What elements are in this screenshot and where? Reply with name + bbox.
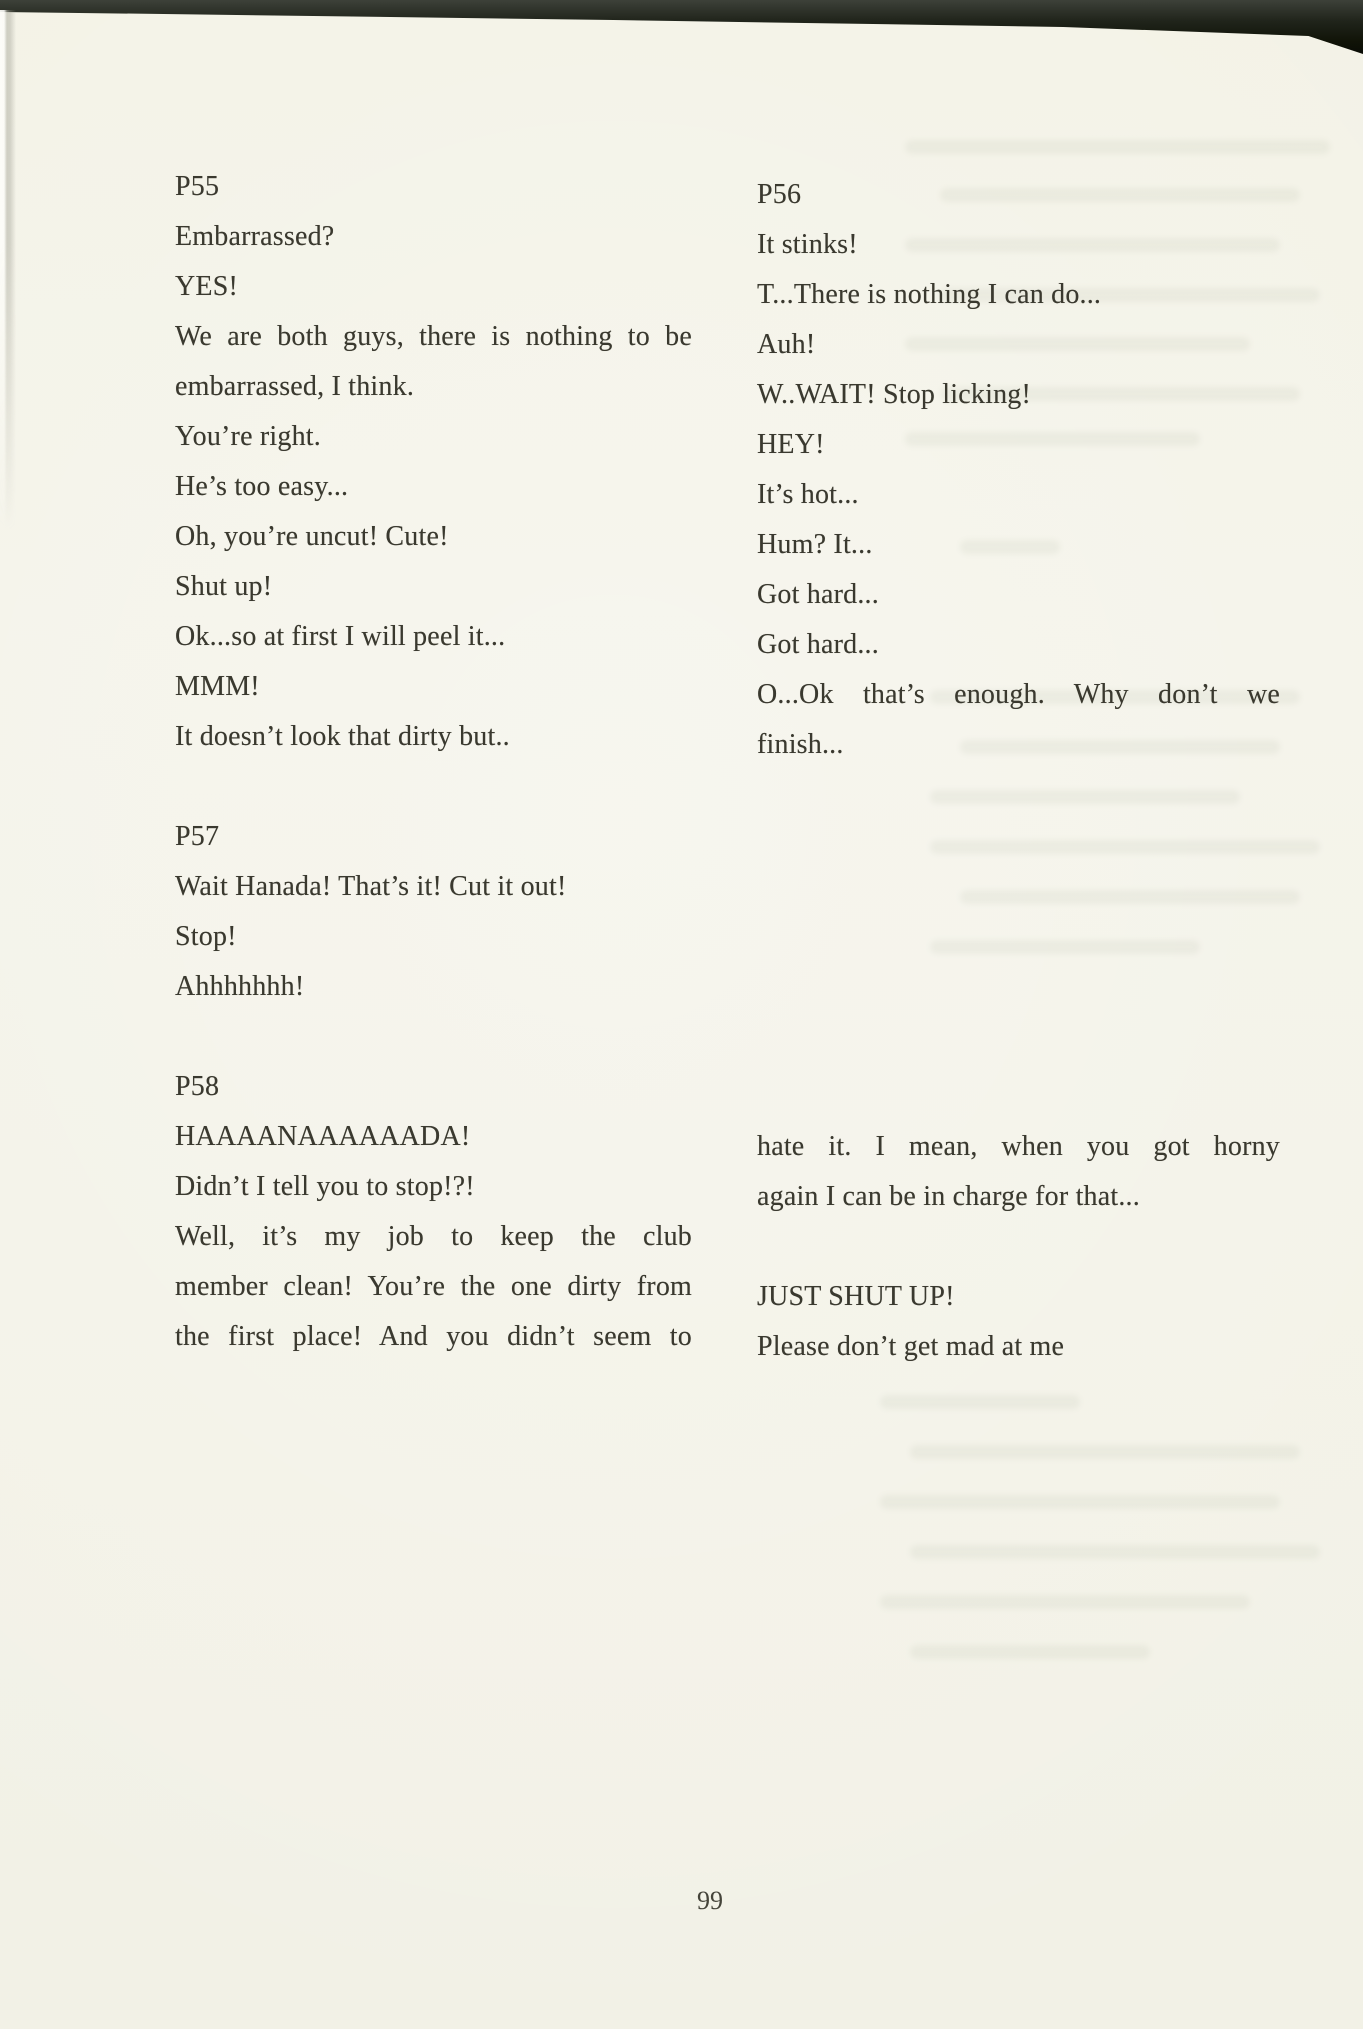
text-line: Hum? It... [757, 529, 873, 560]
text-line: Got hard... [757, 579, 879, 610]
text-line: Embarrassed? [175, 221, 335, 252]
text-section [757, 170, 1280, 770]
text-section [175, 812, 692, 1012]
section-heading: P58 [175, 1071, 220, 1102]
text-line: HEY! [757, 429, 825, 460]
text-line: Ahhhhhhh! [175, 971, 305, 1002]
page-edge-shadow [0, 10, 16, 530]
text-line: Didn’t I tell you to stop!?! [175, 1171, 475, 1202]
text-line: Oh, you’re uncut! Cute! [175, 521, 449, 552]
left-text-column [175, 0, 692, 2029]
text-section [175, 162, 692, 762]
text-line: It’s hot... [757, 479, 859, 510]
text-line: Got hard... [757, 629, 879, 660]
text-line: HAAAANAAAAAADA! [175, 1121, 471, 1152]
text-line: It doesn’t look that dirty but.. [175, 721, 510, 752]
section-heading: P55 [175, 171, 220, 202]
text-line: the first place! And you didn’t seem to [175, 1321, 692, 1352]
text-line: Please don’t get mad at me [757, 1331, 1065, 1362]
right-text-column [757, 0, 1280, 2029]
text-line: YES! [175, 271, 239, 302]
text-line: W..WAIT! Stop licking! [757, 379, 1031, 410]
text-line: Ok...so at first I will peel it... [175, 621, 506, 652]
text-line: finish... [757, 729, 844, 760]
text-line: You’re right. [175, 421, 321, 452]
text-line: MMM! [175, 671, 260, 702]
text-section [757, 1272, 1280, 1372]
page-number: 99 [697, 1886, 723, 1915]
text-line: T...There is nothing I can do... [757, 279, 1102, 310]
text-line: Auh! [757, 329, 816, 360]
text-line: It stinks! [757, 229, 858, 260]
text-line: embarrassed, I think. [175, 371, 415, 402]
text-line: He’s too easy... [175, 471, 349, 502]
text-line: Shut up! [175, 571, 273, 602]
text-line: Well, it’s my job to keep the club [175, 1221, 692, 1252]
text-line: Wait Hanada! That’s it! Cut it out! [175, 871, 567, 902]
text-section [757, 1122, 1280, 1222]
text-line: member clean! You’re the one dirty from [175, 1271, 692, 1302]
text-line: O...Ok that’s enough. Why don’t we [757, 679, 1280, 710]
text-line: JUST SHUT UP! [757, 1281, 955, 1312]
text-section [175, 1062, 692, 1362]
section-heading: P56 [757, 179, 802, 210]
text-line: Stop! [175, 921, 237, 952]
text-line: again I can be in charge for that... [757, 1181, 1140, 1212]
text-line: hate it. I mean, when you got horny [757, 1131, 1280, 1162]
section-heading: P57 [175, 821, 220, 852]
text-line: We are both guys, there is nothing to be [175, 321, 692, 352]
